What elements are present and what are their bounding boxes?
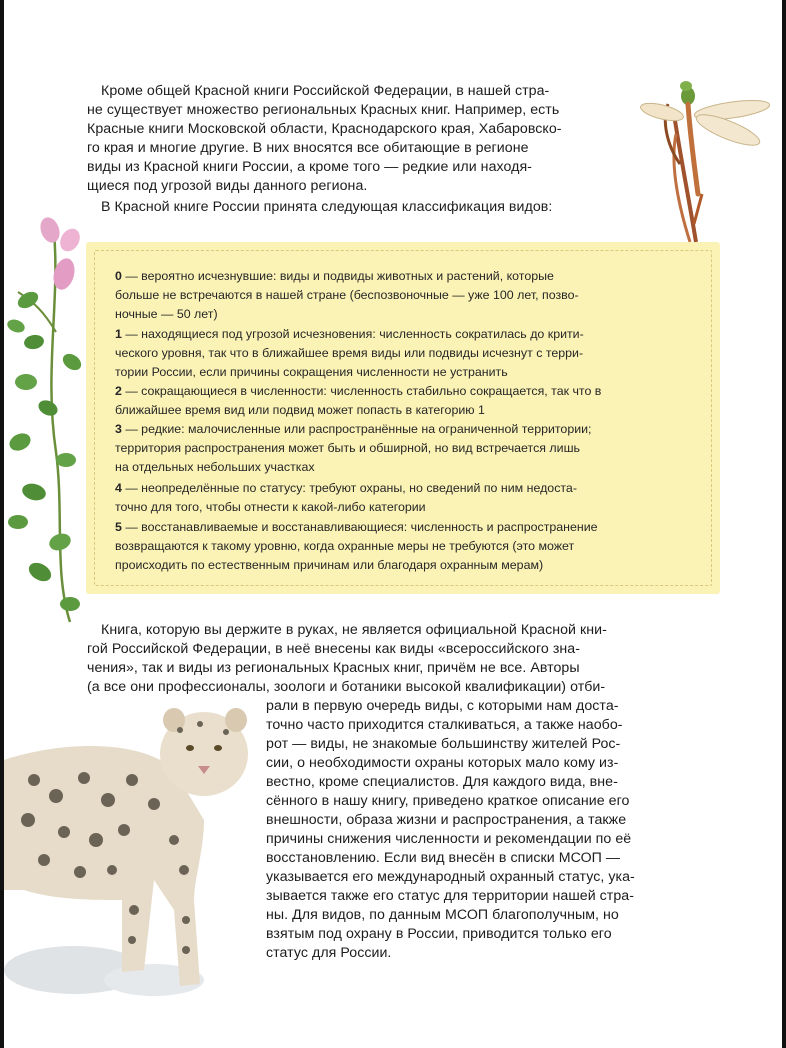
category-2-line: ближайшее время вид или подвид может попасть в категорию 1 [115, 403, 485, 417]
flowering-plant-illustration [4, 212, 90, 624]
category-1-line: ческого уровня, так что в ближайшее время виды или подвиды исчезнут с терри- [115, 346, 584, 360]
text-line: виды из Красной книги России, а кроме того — редкие или находя- [87, 159, 532, 175]
text-line: взятым под охрану в России, приводится только его [266, 926, 612, 942]
category-code: 3 [115, 422, 122, 436]
category-text: — редкие: малочисленные или распространённые на ограниченной территории; [121, 422, 592, 436]
category-code: 1 [115, 327, 122, 341]
category-2-line [115, 383, 601, 399]
text-line: Красные книги Московской области, Краснодарского края, Хабаровско- [87, 121, 562, 137]
text-line: точно часто приходится сталкиваться, а также наобо- [266, 717, 623, 733]
category-0-line: больше не встречаются в нашей стране (беспозвоночные — уже 100 лет, позво- [115, 288, 579, 302]
text-line: В Красной книге России принята следующая классификация видов: [101, 199, 553, 215]
text-line: (а все они профессионалы, зоологи и ботаники высокой квалификации) отби- [87, 679, 606, 695]
text-line: гой Российской Федерации, в неё внесены как виды «всероссийского зна- [87, 641, 580, 657]
category-code: 0 [115, 269, 122, 283]
category-4-line [115, 480, 577, 496]
category-3-line [115, 421, 592, 437]
snow-leopard-illustration [4, 700, 266, 1000]
category-text: — восстанавливаемые и восстанавливающиеся: численность и распространение [121, 520, 598, 534]
category-4-line: точно для того, чтобы отнести к какой-либо категории [115, 500, 426, 514]
text-line: чения», так и виды из региональных Красных книг, причём не все. Авторы [87, 660, 580, 676]
text-line: сии, о необходимости охраны которых мало кому из- [266, 755, 619, 771]
text-line: ны. Для видов, по данным МСОП благополучным, но [266, 907, 619, 923]
category-5-line: происходить по естественным причинам или благодаря охранным мерам) [115, 558, 544, 572]
text-line: причины снижения численности и рекомендации по её [266, 831, 632, 847]
category-3-line: территория распространения может быть и обширной, но вид встречается лишь [115, 441, 580, 455]
category-code: 5 [115, 520, 122, 534]
page-edge-right [782, 0, 786, 1048]
category-5-line [115, 519, 598, 535]
text-line: щиеся под угрозой виды данного региона. [87, 178, 368, 194]
text-line: Кроме общей Красной книги Российской Федерации, в нашей стра- [101, 83, 550, 99]
category-0-line: ночные — 50 лет) [115, 307, 218, 321]
category-text: — сокращающиеся в численности: численность стабильно сокращается, так что в [121, 384, 602, 398]
category-text: — вероятно исчезнувшие: виды и подвиды животных и растений, которые [121, 269, 554, 283]
text-line: рот — виды, не знакомые большинству жителей Рос- [266, 736, 621, 752]
category-text: — находящиеся под угрозой исчезновения: численность сократилась до крити- [121, 327, 584, 341]
text-line: не существует множество региональных Красных книг. Например, есть [87, 102, 560, 118]
text-line: сённого в нашу книгу, приведено краткое описание его [266, 793, 630, 809]
text-line: указывается его международный охранный статус, ука- [266, 869, 635, 885]
category-3-line: на отдельных небольших участках [115, 460, 315, 474]
category-text: — неопределённые по статусу: требуют охраны, но сведений по ним недоста- [121, 481, 577, 495]
category-1-line: тории России, если причины сокращения численности не устранить [115, 365, 508, 379]
dragonfly-illustration [640, 74, 772, 244]
category-1-line [115, 326, 584, 342]
category-code: 4 [115, 481, 122, 495]
text-line: Книга, которую вы держите в руках, не является официальной Красной кни- [101, 622, 607, 638]
text-line: вестно, кроме специалистов. Для каждого вида, вне- [266, 774, 618, 790]
category-0-line [115, 268, 554, 284]
category-code: 2 [115, 384, 122, 398]
text-line: внешности, образа жизни и распространения, а также [266, 812, 627, 828]
category-5-line: возвращаются к такому уровню, когда охранные меры не требуются (это может [115, 539, 575, 553]
text-line: статус для России. [266, 945, 392, 961]
text-line: рали в первую очередь виды, с которыми нам доста- [266, 698, 619, 714]
text-line: восстановлению. Если вид внесён в списки МСОП — [266, 850, 621, 866]
text-line: го края и многие другие. В них вносятся все обитающие в регионе [87, 140, 529, 156]
text-line: зывается также его статус для территории нашей стра- [266, 888, 635, 904]
